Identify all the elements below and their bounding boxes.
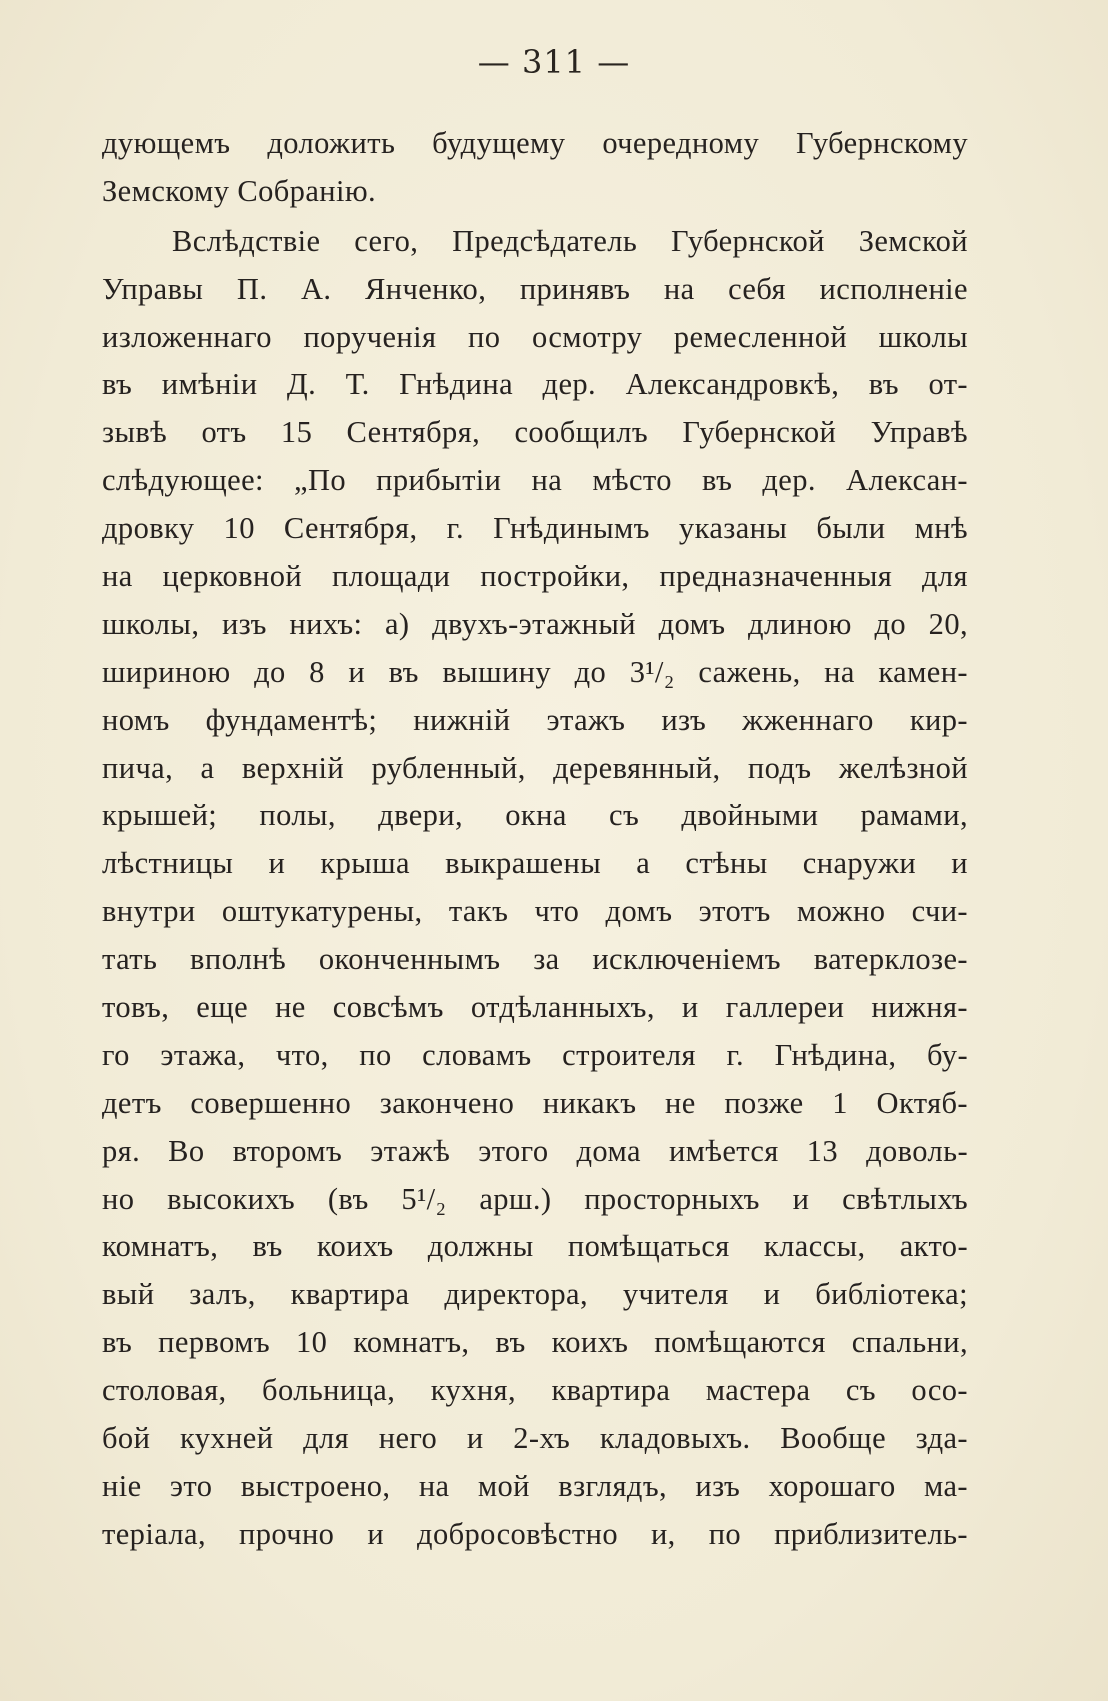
text-line: го этажа, что, по словамъ строителя г. Гнѣдина, бу- (102, 1037, 968, 1072)
text-line: Вслѣдствіе сего, Предсѣдатель Губернской Земской (172, 223, 968, 258)
text-line: ря. Во второмъ этажѣ этого дома имѣется 13 доволь- (102, 1133, 968, 1168)
text-line: тать вполнѣ оконченнымъ за исключеніемъ ватерклозе- (102, 942, 968, 977)
text-line: бой кухней для него и 2-хъ кладовыхъ. Вообще зда- (102, 1421, 968, 1456)
text-line: комнатъ, въ коихъ должны помѣщаться классы, акто- (102, 1229, 968, 1264)
text-line: товъ, еще не совсѣмъ отдѣланныхъ, и галлереи нижня- (102, 990, 968, 1025)
page-number: — 311 — (477, 43, 631, 81)
text-line: въ имѣніи Д. Т. Гнѣдина дер. Александровкѣ, въ от- (102, 367, 968, 402)
text-line: Управы П. А. Янченко, принявъ на себя исполненіе (102, 271, 968, 306)
text-line: на церковной площади постройки, предназначенныя для (102, 559, 968, 594)
text-line: номъ фундаментѣ; нижній этажъ изъ жженнаго кир- (102, 702, 968, 737)
text-line: столовая, больница, кухня, квартира мастера съ осо- (102, 1373, 968, 1408)
text-line: детъ совершенно закончено никакъ не позже 1 Октяб- (102, 1085, 968, 1120)
text-line: теріала, прочно и добросовѣстно и, по приблизитель- (102, 1516, 968, 1551)
text-line: шириною до 8 и въ вышину до 3¹/₂ сажень, на камен- (102, 654, 968, 689)
text-line: лѣстницы и крыша выкрашены а стѣны снаружи и (102, 846, 968, 881)
text-line: пича, а верхній рубленный, деревянный, подъ желѣзной (102, 750, 968, 785)
text-line: крышей; полы, двери, окна съ двойными рамами, (102, 798, 968, 833)
text-line: въ первомъ 10 комнатъ, въ коихъ помѣщаются спальни, (102, 1325, 968, 1360)
text-line: слѣдующее: „По прибытіи на мѣсто въ дер. Алексан- (102, 463, 968, 498)
text-line: ніе это выстроено, на мой взглядъ, изъ хорошаго ма- (102, 1468, 968, 1503)
text-line: школы, изъ нихъ: а) двухъ-этажный домъ длиною до 20, (102, 606, 968, 641)
text-line: зывѣ отъ 15 Сентября, сообщилъ Губернской Управѣ (102, 415, 968, 450)
body-text (102, 120, 968, 1559)
text-line: вый залъ, квартира директора, учителя и библіотека; (102, 1277, 968, 1312)
text-line: внутри оштукатурены, такъ что домъ этотъ можно счи- (102, 894, 968, 929)
text-line: дующемъ доложить будущему очередному Губернскому (102, 126, 968, 160)
text-line: Земскому Собранію. (102, 173, 377, 208)
text-line: но высокихъ (въ 5¹/₂ арш.) просторныхъ и свѣтлыхъ (102, 1181, 968, 1216)
text-line: изложеннаго порученія по осмотру ремесленной школы (102, 319, 968, 354)
text-line: дровку 10 Сентября, г. Гнѣдинымъ указаны были мнѣ (102, 511, 968, 546)
